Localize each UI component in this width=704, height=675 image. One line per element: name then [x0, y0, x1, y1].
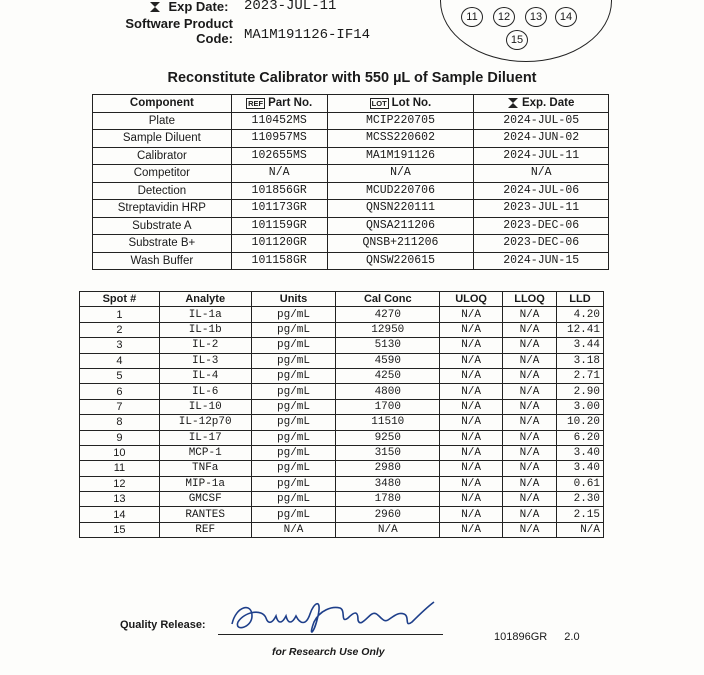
lld-cell: 3.40 [556, 445, 603, 460]
cal-conc-cell: 2960 [336, 507, 440, 522]
analyte-name-cell: IL-4 [159, 368, 251, 383]
table-row [80, 492, 604, 507]
spot-number-cell: 15 [80, 522, 160, 537]
component-name-cell: Substrate A [93, 217, 232, 235]
software-code-value: MA1M191126-IF14 [244, 27, 371, 43]
lloq-header: LLOQ [503, 292, 557, 307]
uloq-cell: N/A [440, 307, 503, 322]
lld-cell: 10.20 [556, 415, 603, 430]
units-cell: pg/mL [251, 399, 336, 414]
spot-number-cell: 3 [80, 338, 160, 353]
table-row [80, 322, 604, 337]
component-row [93, 200, 609, 218]
exp-date-cell: 2024-JUN-15 [474, 252, 609, 270]
uloq-cell: N/A [440, 353, 503, 368]
lot-number-cell: QNSW220615 [327, 252, 474, 270]
analyte-name-cell: IL-12p70 [159, 415, 251, 430]
component-row [93, 217, 609, 235]
spot-12: 12 [493, 7, 515, 27]
units-cell: pg/mL [251, 430, 336, 445]
uloq-cell: N/A [440, 522, 503, 537]
exp-date-cell: 2023-DEC-06 [474, 235, 609, 253]
component-name-cell: Substrate B+ [93, 235, 232, 253]
spot-number-cell: 7 [80, 399, 160, 414]
component-row [93, 112, 609, 130]
analyte-name-cell: RANTES [159, 507, 251, 522]
lot-number-cell: MCSS220602 [327, 130, 474, 148]
lot-number-cell: MCIP220705 [327, 112, 474, 130]
components-table [92, 94, 609, 270]
uloq-cell: N/A [440, 476, 503, 491]
table-row [80, 415, 604, 430]
analyte-name-cell: TNFa [159, 461, 251, 476]
component-name-cell: Streptavidin HRP [93, 200, 232, 218]
uloq-cell: N/A [440, 415, 503, 430]
spot-15: 15 [506, 30, 528, 50]
units-cell: pg/mL [251, 476, 336, 491]
analyte-header: Analyte [159, 292, 251, 307]
part-number-cell: N/A [231, 165, 327, 183]
cal-conc-cell: 11510 [336, 415, 440, 430]
table-row [80, 430, 604, 445]
table-row [80, 384, 604, 399]
cal-conc-cell: 1700 [336, 399, 440, 414]
exp-date-label: Exp Date: [168, 0, 229, 14]
lloq-cell: N/A [503, 353, 557, 368]
exp-date-cell: 2024-JUN-02 [474, 130, 609, 148]
component-row [93, 130, 609, 148]
spot-number-cell: 10 [80, 445, 160, 460]
research-use-note: for Research Use Only [272, 646, 385, 658]
lot-number-cell: MA1M191126 [327, 147, 474, 165]
components-header-row [93, 95, 609, 113]
lld-cell: 0.61 [556, 476, 603, 491]
part-number-cell: 101856GR [231, 182, 327, 200]
table-row [80, 353, 604, 368]
software-code-label-line1: Software Product [125, 16, 233, 31]
component-row [93, 182, 609, 200]
component-name-cell: Wash Buffer [93, 252, 232, 270]
uloq-cell: N/A [440, 338, 503, 353]
exp-date-cell: 2024-JUL-06 [474, 182, 609, 200]
component-row [93, 147, 609, 165]
cal-conc-cell: 3480 [336, 476, 440, 491]
analyte-name-cell: REF [159, 522, 251, 537]
spot-number-cell: 4 [80, 353, 160, 368]
quality-release-label: Quality Release: [120, 619, 206, 631]
document-number-value: 101896GR [494, 631, 548, 643]
analyte-name-cell: IL-6 [159, 384, 251, 399]
part-number-cell: 110452MS [231, 112, 327, 130]
component-name-cell: Detection [93, 182, 232, 200]
analyte-name-cell: IL-2 [159, 338, 251, 353]
lot-no-header: LOT Lot No. [327, 95, 474, 113]
cal-conc-header: Cal Conc [336, 292, 440, 307]
analyte-table [79, 291, 604, 538]
analyte-header-row [80, 292, 604, 307]
table-row [80, 445, 604, 460]
spot-number-cell: 9 [80, 430, 160, 445]
component-name-cell: Calibrator [93, 147, 232, 165]
analyte-body [80, 307, 604, 538]
spot-11: 11 [461, 7, 483, 27]
analyte-name-cell: MIP-1a [159, 476, 251, 491]
uloq-cell: N/A [440, 399, 503, 414]
cal-conc-cell: 9250 [336, 430, 440, 445]
spot-number-cell: 14 [80, 507, 160, 522]
lloq-cell: N/A [503, 445, 557, 460]
analyte-name-cell: IL-10 [159, 399, 251, 414]
spot-number-cell: 6 [80, 384, 160, 399]
cal-conc-cell: 4250 [336, 368, 440, 383]
cal-conc-cell: 3150 [336, 445, 440, 460]
lld-cell: 12.41 [556, 322, 603, 337]
document-number [494, 631, 580, 643]
units-cell: pg/mL [251, 322, 336, 337]
lloq-cell: N/A [503, 430, 557, 445]
lot-number-cell: QNSN220111 [327, 200, 474, 218]
units-cell: pg/mL [251, 445, 336, 460]
analyte-name-cell: IL-17 [159, 430, 251, 445]
cal-conc-cell: 1780 [336, 492, 440, 507]
software-code-label-line2: Code: [196, 31, 233, 46]
cal-conc-cell: N/A [336, 522, 440, 537]
units-cell: pg/mL [251, 338, 336, 353]
part-number-cell: 101120GR [231, 235, 327, 253]
lloq-cell: N/A [503, 415, 557, 430]
lloq-cell: N/A [503, 384, 557, 399]
lld-cell: 2.71 [556, 368, 603, 383]
lld-cell: 2.15 [556, 507, 603, 522]
part-number-cell: 101158GR [231, 252, 327, 270]
analyte-name-cell: MCP-1 [159, 445, 251, 460]
lloq-cell: N/A [503, 476, 557, 491]
document-version: 2.0 [564, 631, 580, 643]
lot-number-cell: N/A [327, 165, 474, 183]
units-cell: pg/mL [251, 492, 336, 507]
exp-date-cell: 2024-JUL-11 [474, 147, 609, 165]
table-row [80, 507, 604, 522]
lld-cell: 2.30 [556, 492, 603, 507]
lloq-cell: N/A [503, 461, 557, 476]
table-row [80, 522, 604, 537]
uloq-cell: N/A [440, 461, 503, 476]
units-cell: N/A [251, 522, 336, 537]
exp-date-cell: 2024-JUL-05 [474, 112, 609, 130]
lloq-cell: N/A [503, 507, 557, 522]
units-cell: pg/mL [251, 507, 336, 522]
exp-date-header: Exp. Date [474, 95, 609, 113]
signature-line [218, 634, 443, 635]
units-cell: pg/mL [251, 353, 336, 368]
analyte-name-cell: IL-1b [159, 322, 251, 337]
spot-number-cell: 13 [80, 492, 160, 507]
cal-conc-cell: 5130 [336, 338, 440, 353]
uloq-cell: N/A [440, 430, 503, 445]
table-row [80, 307, 604, 322]
lld-cell: 3.40 [556, 461, 603, 476]
component-name-cell: Sample Diluent [93, 130, 232, 148]
component-name-cell: Competitor [93, 165, 232, 183]
uloq-cell: N/A [440, 507, 503, 522]
spot-number-cell: 1 [80, 307, 160, 322]
units-cell: pg/mL [251, 307, 336, 322]
part-no-header: REF Part No. [231, 95, 327, 113]
lloq-cell: N/A [503, 307, 557, 322]
uloq-cell: N/A [440, 322, 503, 337]
spot-map-diagram [440, 0, 612, 62]
units-cell: pg/mL [251, 461, 336, 476]
analyte-name-cell: IL-3 [159, 353, 251, 368]
spot-number-cell: 2 [80, 322, 160, 337]
software-code-label [98, 16, 233, 46]
ref-badge-icon: REF [248, 98, 264, 108]
expiry-hourglass-icon [508, 98, 518, 108]
lld-cell: N/A [556, 522, 603, 537]
lloq-cell: N/A [503, 322, 557, 337]
units-cell: pg/mL [251, 415, 336, 430]
spot-number-cell: 12 [80, 476, 160, 491]
spot-number-cell: 11 [80, 461, 160, 476]
analyte-name-cell: GMCSF [159, 492, 251, 507]
table-row [80, 476, 604, 491]
spot-number-cell: 5 [80, 368, 160, 383]
part-number-cell: 110957MS [231, 130, 327, 148]
exp-date-cell: 2023-JUL-11 [474, 200, 609, 218]
exp-date-cell: 2023-DEC-06 [474, 217, 609, 235]
uloq-cell: N/A [440, 384, 503, 399]
cal-conc-cell: 12950 [336, 322, 440, 337]
lloq-cell: N/A [503, 338, 557, 353]
lot-number-cell: QNSA211206 [327, 217, 474, 235]
units-header: Units [251, 292, 336, 307]
lld-cell: 3.18 [556, 353, 603, 368]
spot-header: Spot # [80, 292, 160, 307]
uloq-header: ULOQ [440, 292, 503, 307]
units-cell: pg/mL [251, 384, 336, 399]
lld-cell: 6.20 [556, 430, 603, 445]
exp-date-cell: N/A [474, 165, 609, 183]
lloq-cell: N/A [503, 399, 557, 414]
part-number-cell: 102655MS [231, 147, 327, 165]
component-row [93, 165, 609, 183]
lot-badge-icon: LOT [371, 98, 387, 108]
spot-number-cell: 8 [80, 415, 160, 430]
cal-conc-cell: 4270 [336, 307, 440, 322]
quality-release-signature [222, 594, 442, 644]
part-number-cell: 101159GR [231, 217, 327, 235]
table-row [80, 461, 604, 476]
cal-conc-cell: 4590 [336, 353, 440, 368]
units-cell: pg/mL [251, 368, 336, 383]
table-row [80, 338, 604, 353]
spot-14: 14 [555, 7, 577, 27]
uloq-cell: N/A [440, 492, 503, 507]
component-name-cell: Plate [93, 112, 232, 130]
part-number-cell: 101173GR [231, 200, 327, 218]
lloq-cell: N/A [503, 522, 557, 537]
lot-number-cell: MCUD220706 [327, 182, 474, 200]
lloq-cell: N/A [503, 368, 557, 383]
lld-cell: 3.44 [556, 338, 603, 353]
cal-conc-cell: 2980 [336, 461, 440, 476]
table-row [80, 368, 604, 383]
lld-cell: 4.20 [556, 307, 603, 322]
component-row [93, 252, 609, 270]
components-body [93, 112, 609, 270]
lld-header: LLD [556, 292, 603, 307]
spot-13: 13 [525, 7, 547, 27]
uloq-cell: N/A [440, 368, 503, 383]
lld-cell: 3.00 [556, 399, 603, 414]
cal-conc-cell: 4800 [336, 384, 440, 399]
page-title: Reconstitute Calibrator with 550 µL of Sample Diluent [167, 70, 537, 86]
component-header: Component [93, 95, 232, 113]
analyte-name-cell: IL-1a [159, 307, 251, 322]
exp-date-value: 2023-JUL-11 [244, 0, 337, 14]
lot-number-cell: QNSB+211206 [327, 235, 474, 253]
uloq-cell: N/A [440, 445, 503, 460]
table-row [80, 399, 604, 414]
component-row [93, 235, 609, 253]
expiry-hourglass-icon [150, 2, 160, 12]
lloq-cell: N/A [503, 492, 557, 507]
lld-cell: 2.90 [556, 384, 603, 399]
